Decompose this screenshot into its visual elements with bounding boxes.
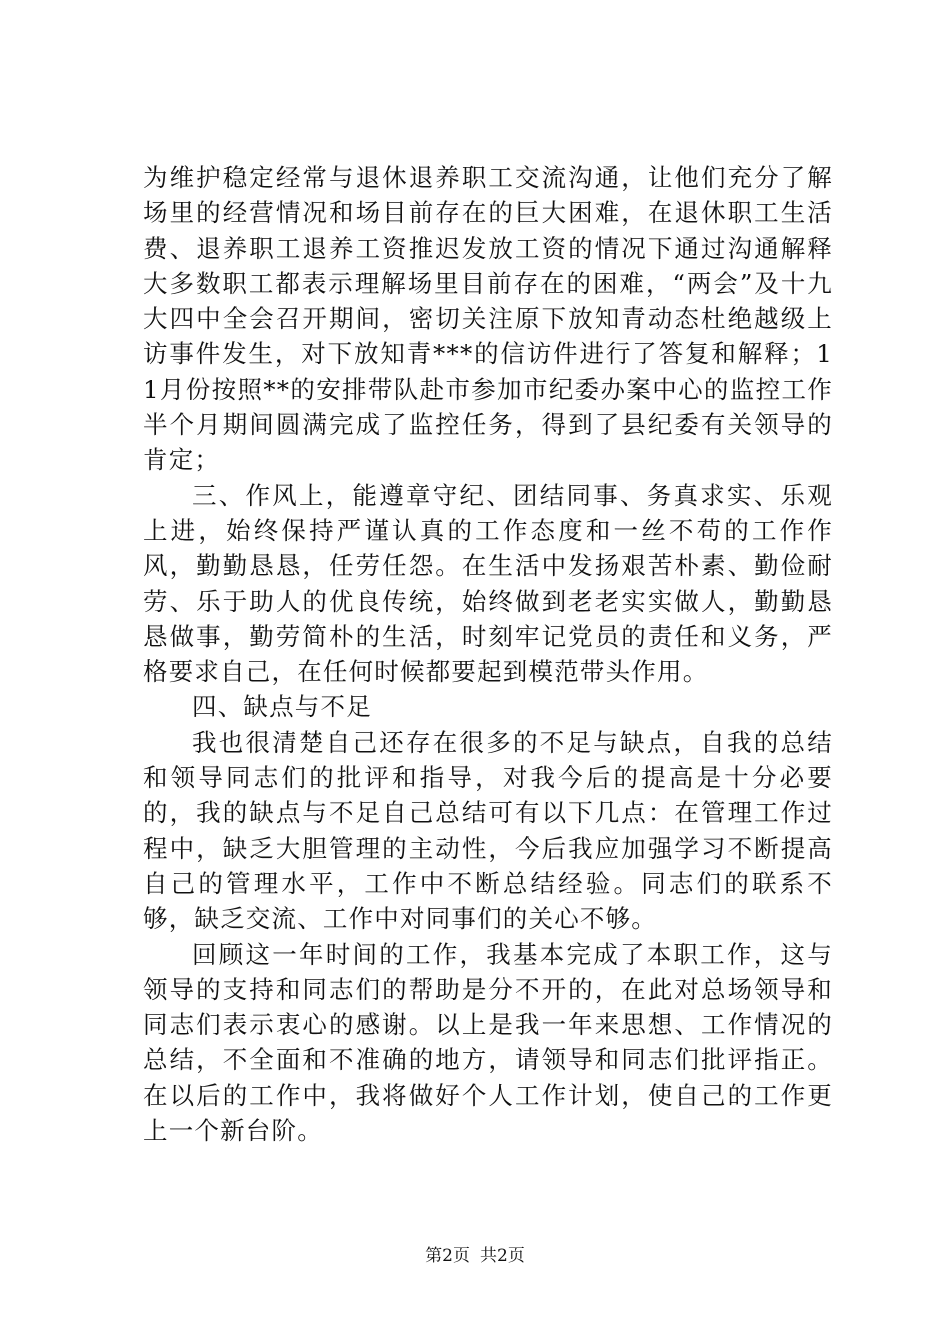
paragraph-work-style: 三、作风上，能遵章守纪、团结同事、务真求实、乐观上进，始终保持严谨认真的工作态度和一丝不苟的工作作风，勤勤恳恳，任劳任怨。在生活中发扬艰苦朴素、勤俭耐劳、乐于助人的优良传统，始终做到老老实实做人，勤勤恳恳做事，勤劳简朴的生活，时刻牢记党员的责任和义务，严格要求自己，在任何时候都要起到模范带头作用。: [143, 480, 833, 687]
paragraph-stability-work: 为维护稳定经常与退休退养职工交流沟通，让他们充分了解场里的经营情况和场目前存在的巨大困难，在退休职工生活费、退养职工退养工资推迟发放工资的情况下通过沟通解释大多数职工都表示理解场里目前存在的困难，“两会”及十九大四中全会召开期间，密切关注原下放知青动态杜绝越级上访事件发生，对下放知青***的信访件进行了答复和解释；11月份按照**的安排带队赴市参加市纪委办案中心的监控工作半个月期间圆满完成了监控任务，得到了县纪委有关领导的肯定；: [143, 163, 833, 475]
document-body: [143, 160, 833, 1148]
paragraph-shortcomings: 我也很清楚自己还存在很多的不足与缺点，自我的总结和领导同志们的批评和指导，对我今后的提高是十分必要的，我的缺点与不足自己总结可有以下几点：在管理工作过程中，缺乏大胆管理的主动性，今后我应加强学习不断提高自己的管理水平，工作中不断总结经验。同志们的联系不够，缺乏交流、工作中对同事们的关心不够。: [143, 727, 833, 934]
page-footer: [0, 1245, 950, 1267]
section-heading-shortcomings: 四、缺点与不足: [192, 692, 372, 722]
page-total: 共2页: [480, 1246, 525, 1266]
page-number: 第2页: [425, 1246, 470, 1266]
paragraph-conclusion: 回顾这一年时间的工作，我基本完成了本职工作，这与领导的支持和同志们的帮助是分不开的，在此对总场领导和同志们表示衷心的感谢。以上是我一年来思想、工作情况的总结，不全面和不准确的地方，请领导和同志们批评指正。在以后的工作中，我将做好个人工作计划，使自己的工作更上一个新台阶。: [143, 939, 833, 1146]
